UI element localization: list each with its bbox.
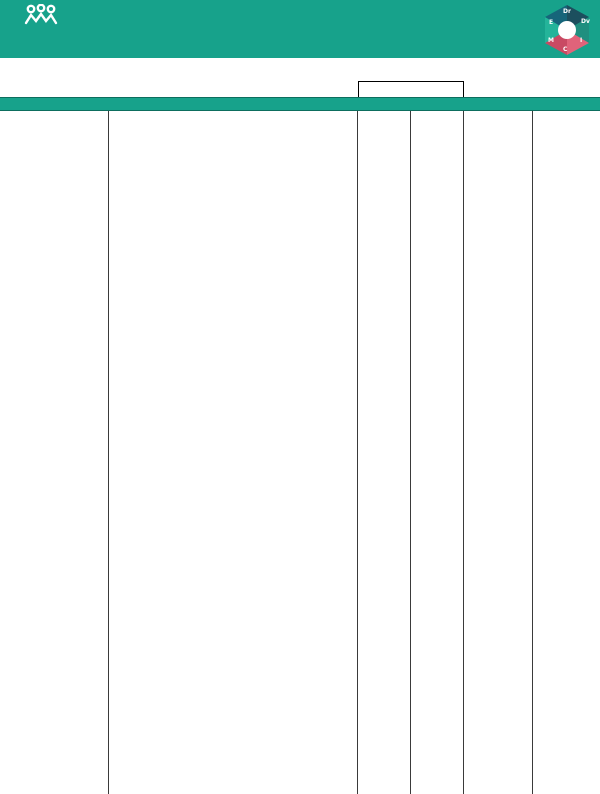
plan-table — [0, 111, 600, 794]
owner-group-header — [358, 81, 464, 98]
column-divider — [357, 111, 358, 794]
people-icon — [24, 4, 58, 26]
column-divider — [532, 111, 533, 794]
column-divider — [463, 111, 464, 794]
column-divider — [410, 111, 411, 794]
hexagon-cycle-logo — [539, 4, 595, 56]
column-divider — [108, 111, 109, 794]
svg-text:Dr: Dr — [563, 8, 571, 15]
brand-banner — [0, 0, 600, 58]
svg-text:I: I — [580, 37, 583, 44]
svg-text:C: C — [563, 46, 568, 53]
svg-text:M: M — [548, 37, 554, 44]
svg-text:Dv: Dv — [581, 18, 590, 25]
svg-text:E: E — [549, 19, 554, 26]
table-header — [0, 97, 600, 111]
